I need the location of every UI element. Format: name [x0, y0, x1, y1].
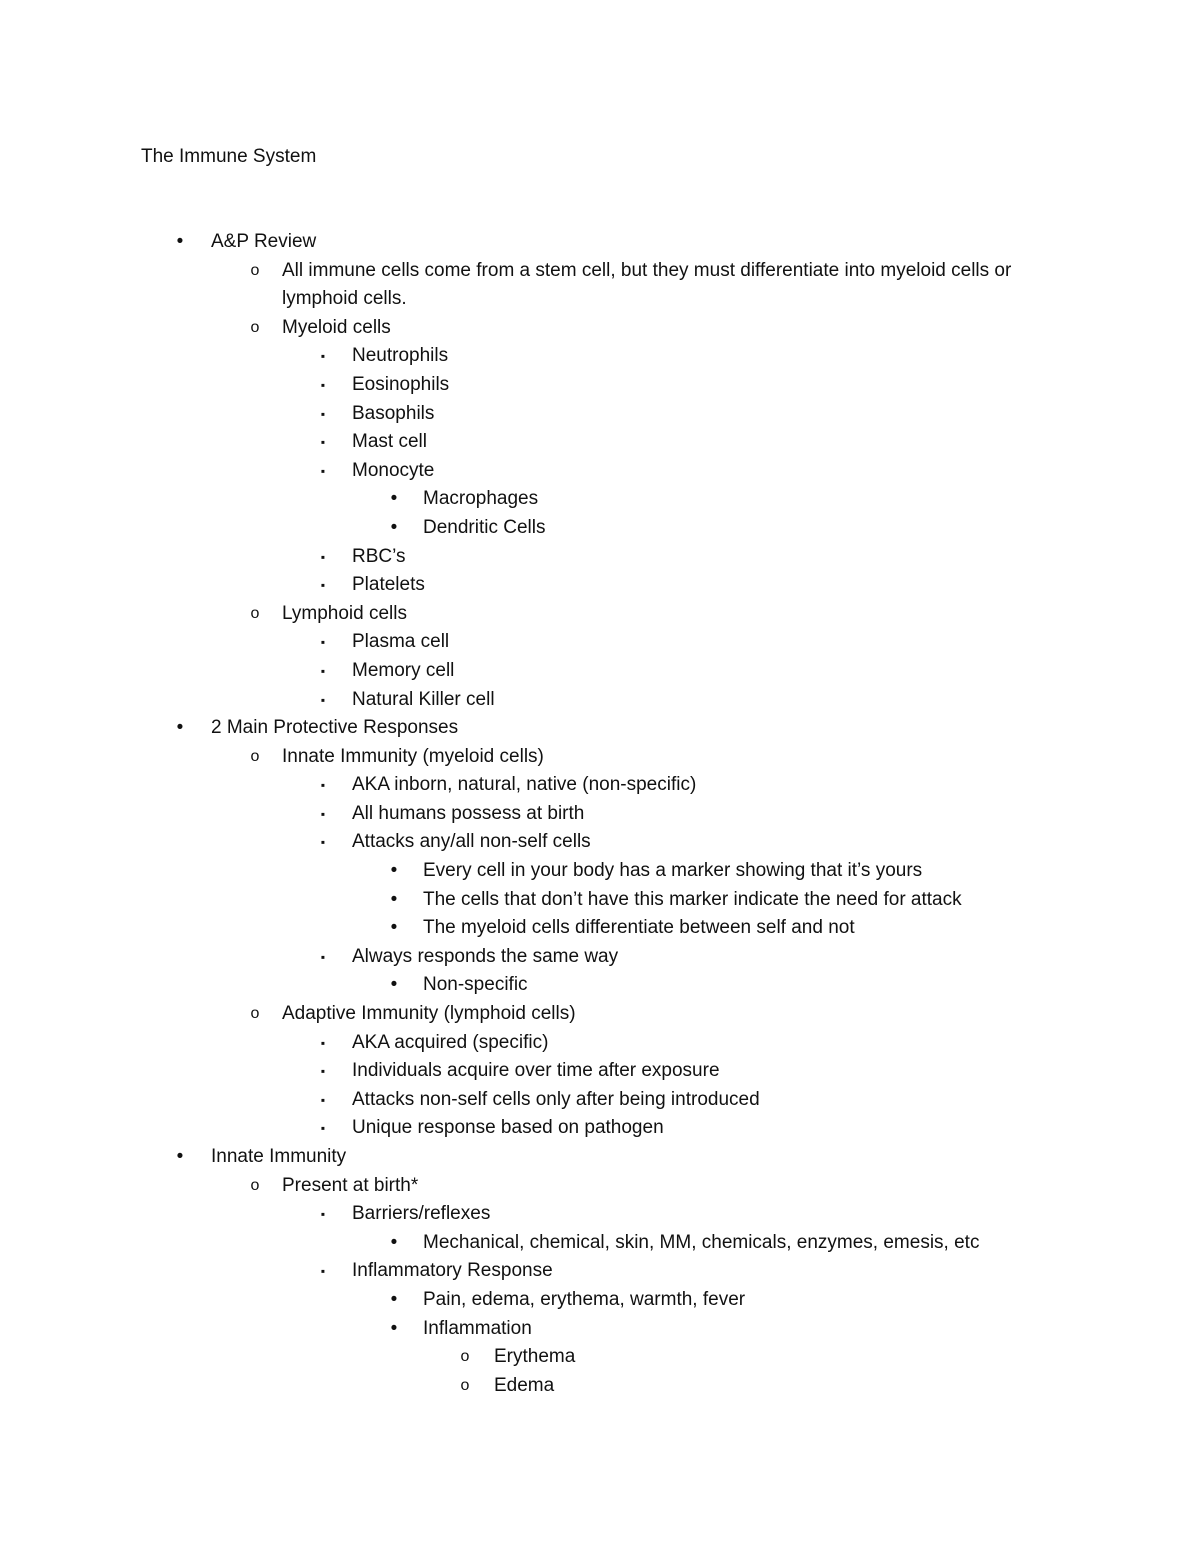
list-item	[0, 543, 1200, 572]
list-item-text: Macrophages	[423, 488, 539, 510]
list-item-text: Pain, edema, erythema, warmth, fever	[423, 1288, 746, 1310]
list-item	[0, 1029, 1200, 1058]
bullet-marker: o	[250, 1176, 260, 1194]
list-item	[0, 1086, 1200, 1115]
document-title: The Immune System	[141, 146, 317, 167]
list-item	[0, 1172, 1200, 1201]
bullet-marker: •	[390, 1288, 398, 1310]
list-item-text: Individuals acquire over time after exposure	[352, 1060, 720, 1082]
list-item	[0, 428, 1200, 457]
list-item	[0, 514, 1200, 543]
bullet-marker: •	[176, 231, 184, 252]
list-item-text: Edema	[494, 1374, 555, 1396]
list-item	[0, 1200, 1200, 1229]
list-item	[0, 457, 1200, 486]
bullet-marker: o	[460, 1348, 470, 1366]
outline-list	[0, 228, 1200, 1400]
bullet-marker: ▪	[320, 778, 326, 793]
bullet-marker: ▪	[320, 1121, 326, 1136]
list-item	[0, 1315, 1200, 1344]
list-item-text: Unique response based on pathogen	[352, 1117, 664, 1139]
list-item	[0, 771, 1200, 800]
list-item-text: Non-specific	[423, 974, 528, 996]
list-item	[0, 743, 1200, 772]
list-item	[0, 1000, 1200, 1029]
list-item	[0, 828, 1200, 857]
list-item-text: Eosinophils	[352, 373, 450, 395]
list-item	[0, 571, 1200, 600]
bullet-marker: o	[250, 747, 260, 765]
bullet-marker: •	[390, 516, 398, 538]
list-item	[0, 800, 1200, 829]
list-item-text: Attacks non-self cells only after being introduced	[352, 1088, 760, 1110]
list-item-text: 2 Main Protective Responses	[211, 717, 459, 739]
list-item	[0, 600, 1200, 629]
list-item-text: Adaptive Immunity (lymphoid cells)	[282, 1003, 576, 1025]
list-item-text: Natural Killer cell	[352, 688, 495, 710]
list-item	[0, 342, 1200, 371]
bullet-marker: o	[250, 318, 260, 336]
bullet-marker: •	[176, 717, 184, 739]
list-item-text: A&P Review	[211, 231, 317, 252]
list-item	[0, 657, 1200, 686]
list-item	[0, 314, 1200, 343]
bullet-marker: ▪	[320, 549, 326, 564]
bullet-marker: ▪	[320, 806, 326, 821]
list-item-text: Neutrophils	[352, 345, 449, 367]
list-item-text: Platelets	[352, 574, 425, 596]
bullet-marker: ▪	[320, 1207, 326, 1222]
list-item	[0, 257, 1200, 286]
list-item	[0, 886, 1200, 915]
bullet-marker: •	[390, 1317, 398, 1339]
bullet-marker: ▪	[320, 692, 326, 707]
bullet-marker: ▪	[320, 463, 326, 478]
bullet-marker: o	[460, 1376, 470, 1394]
list-item-text: Dendritic Cells	[423, 516, 546, 538]
list-item-text: All immune cells come from a stem cell, but they must differentiate into myeloid cells or	[282, 259, 1012, 281]
list-item	[0, 228, 1200, 257]
list-item-text: Every cell in your body has a marker showing that it’s yours	[423, 860, 923, 882]
list-item	[0, 914, 1200, 943]
bullet-marker: •	[390, 488, 398, 510]
list-item-text: All humans possess at birth	[352, 802, 585, 824]
list-item-text: Innate Immunity (myeloid cells)	[282, 745, 544, 767]
list-item	[0, 400, 1200, 429]
bullet-marker: •	[390, 917, 398, 939]
bullet-marker: ▪	[320, 406, 326, 421]
list-item-text: The myeloid cells differentiate between self and not	[423, 917, 855, 939]
list-item-text: RBC’s	[352, 545, 406, 567]
list-item	[0, 857, 1200, 886]
bullet-marker: •	[176, 1146, 184, 1167]
list-item	[0, 1143, 1200, 1172]
list-item-text: Myeloid cells	[282, 316, 391, 338]
bullet-marker: •	[390, 1231, 398, 1253]
bullet-marker: ▪	[320, 435, 326, 450]
bullet-marker: ▪	[320, 1035, 326, 1050]
list-item-text: Attacks any/all non-self cells	[352, 831, 591, 853]
list-item	[0, 714, 1200, 743]
list-item-text: Always responds the same way	[352, 945, 619, 967]
bullet-marker: ▪	[320, 377, 326, 392]
list-item-text: Erythema	[494, 1346, 576, 1368]
bullet-marker: •	[390, 888, 398, 910]
list-item	[0, 1057, 1200, 1086]
list-item	[0, 1372, 1200, 1401]
list-item	[0, 1343, 1200, 1372]
list-item	[0, 628, 1200, 657]
list-item-text: Mast cell	[352, 431, 427, 453]
bullet-marker: •	[390, 974, 398, 996]
list-item	[0, 371, 1200, 400]
list-item-text: Lymphoid cells	[282, 602, 407, 624]
list-item	[0, 285, 1200, 314]
bullet-marker: ▪	[320, 635, 326, 650]
list-item-text: Barriers/reflexes	[352, 1203, 491, 1225]
list-item-text: The cells that don’t have this marker indicate the need for attack	[423, 888, 962, 910]
list-item-text: Inflammation	[423, 1317, 532, 1339]
list-item	[0, 1286, 1200, 1315]
bullet-marker: o	[250, 604, 260, 622]
list-item	[0, 1257, 1200, 1286]
list-item	[0, 1229, 1200, 1258]
bullet-marker: ▪	[320, 949, 326, 964]
list-item	[0, 1114, 1200, 1143]
list-item-text: Basophils	[352, 402, 435, 424]
bullet-marker: •	[390, 860, 398, 882]
bullet-marker: ▪	[320, 663, 326, 678]
bullet-marker: ▪	[320, 578, 326, 593]
list-item-text: Plasma cell	[352, 631, 450, 653]
bullet-marker: ▪	[320, 1092, 326, 1107]
list-item-text: lymphoid cells.	[282, 288, 407, 310]
bullet-marker: ▪	[320, 349, 326, 364]
list-item-text: Mechanical, chemical, skin, MM, chemicals, enzymes, emesis, etc	[423, 1231, 980, 1253]
list-item	[0, 485, 1200, 514]
list-item-text: Monocyte	[352, 459, 435, 481]
list-item-text: AKA acquired (specific)	[352, 1031, 549, 1053]
list-item	[0, 686, 1200, 715]
bullet-marker: o	[250, 261, 260, 279]
list-item-text: AKA inborn, natural, native (non-specific)	[352, 774, 697, 796]
list-item-text: Present at birth*	[282, 1174, 419, 1196]
bullet-marker: ▪	[320, 1264, 326, 1279]
list-item	[0, 971, 1200, 1000]
list-item-text: Inflammatory Response	[352, 1260, 553, 1282]
list-item-text: Innate Immunity	[211, 1146, 347, 1167]
list-item	[0, 943, 1200, 972]
bullet-marker: ▪	[320, 835, 326, 850]
bullet-marker: ▪	[320, 1064, 326, 1079]
list-item-text: Memory cell	[352, 659, 455, 681]
bullet-marker: o	[250, 1005, 260, 1023]
